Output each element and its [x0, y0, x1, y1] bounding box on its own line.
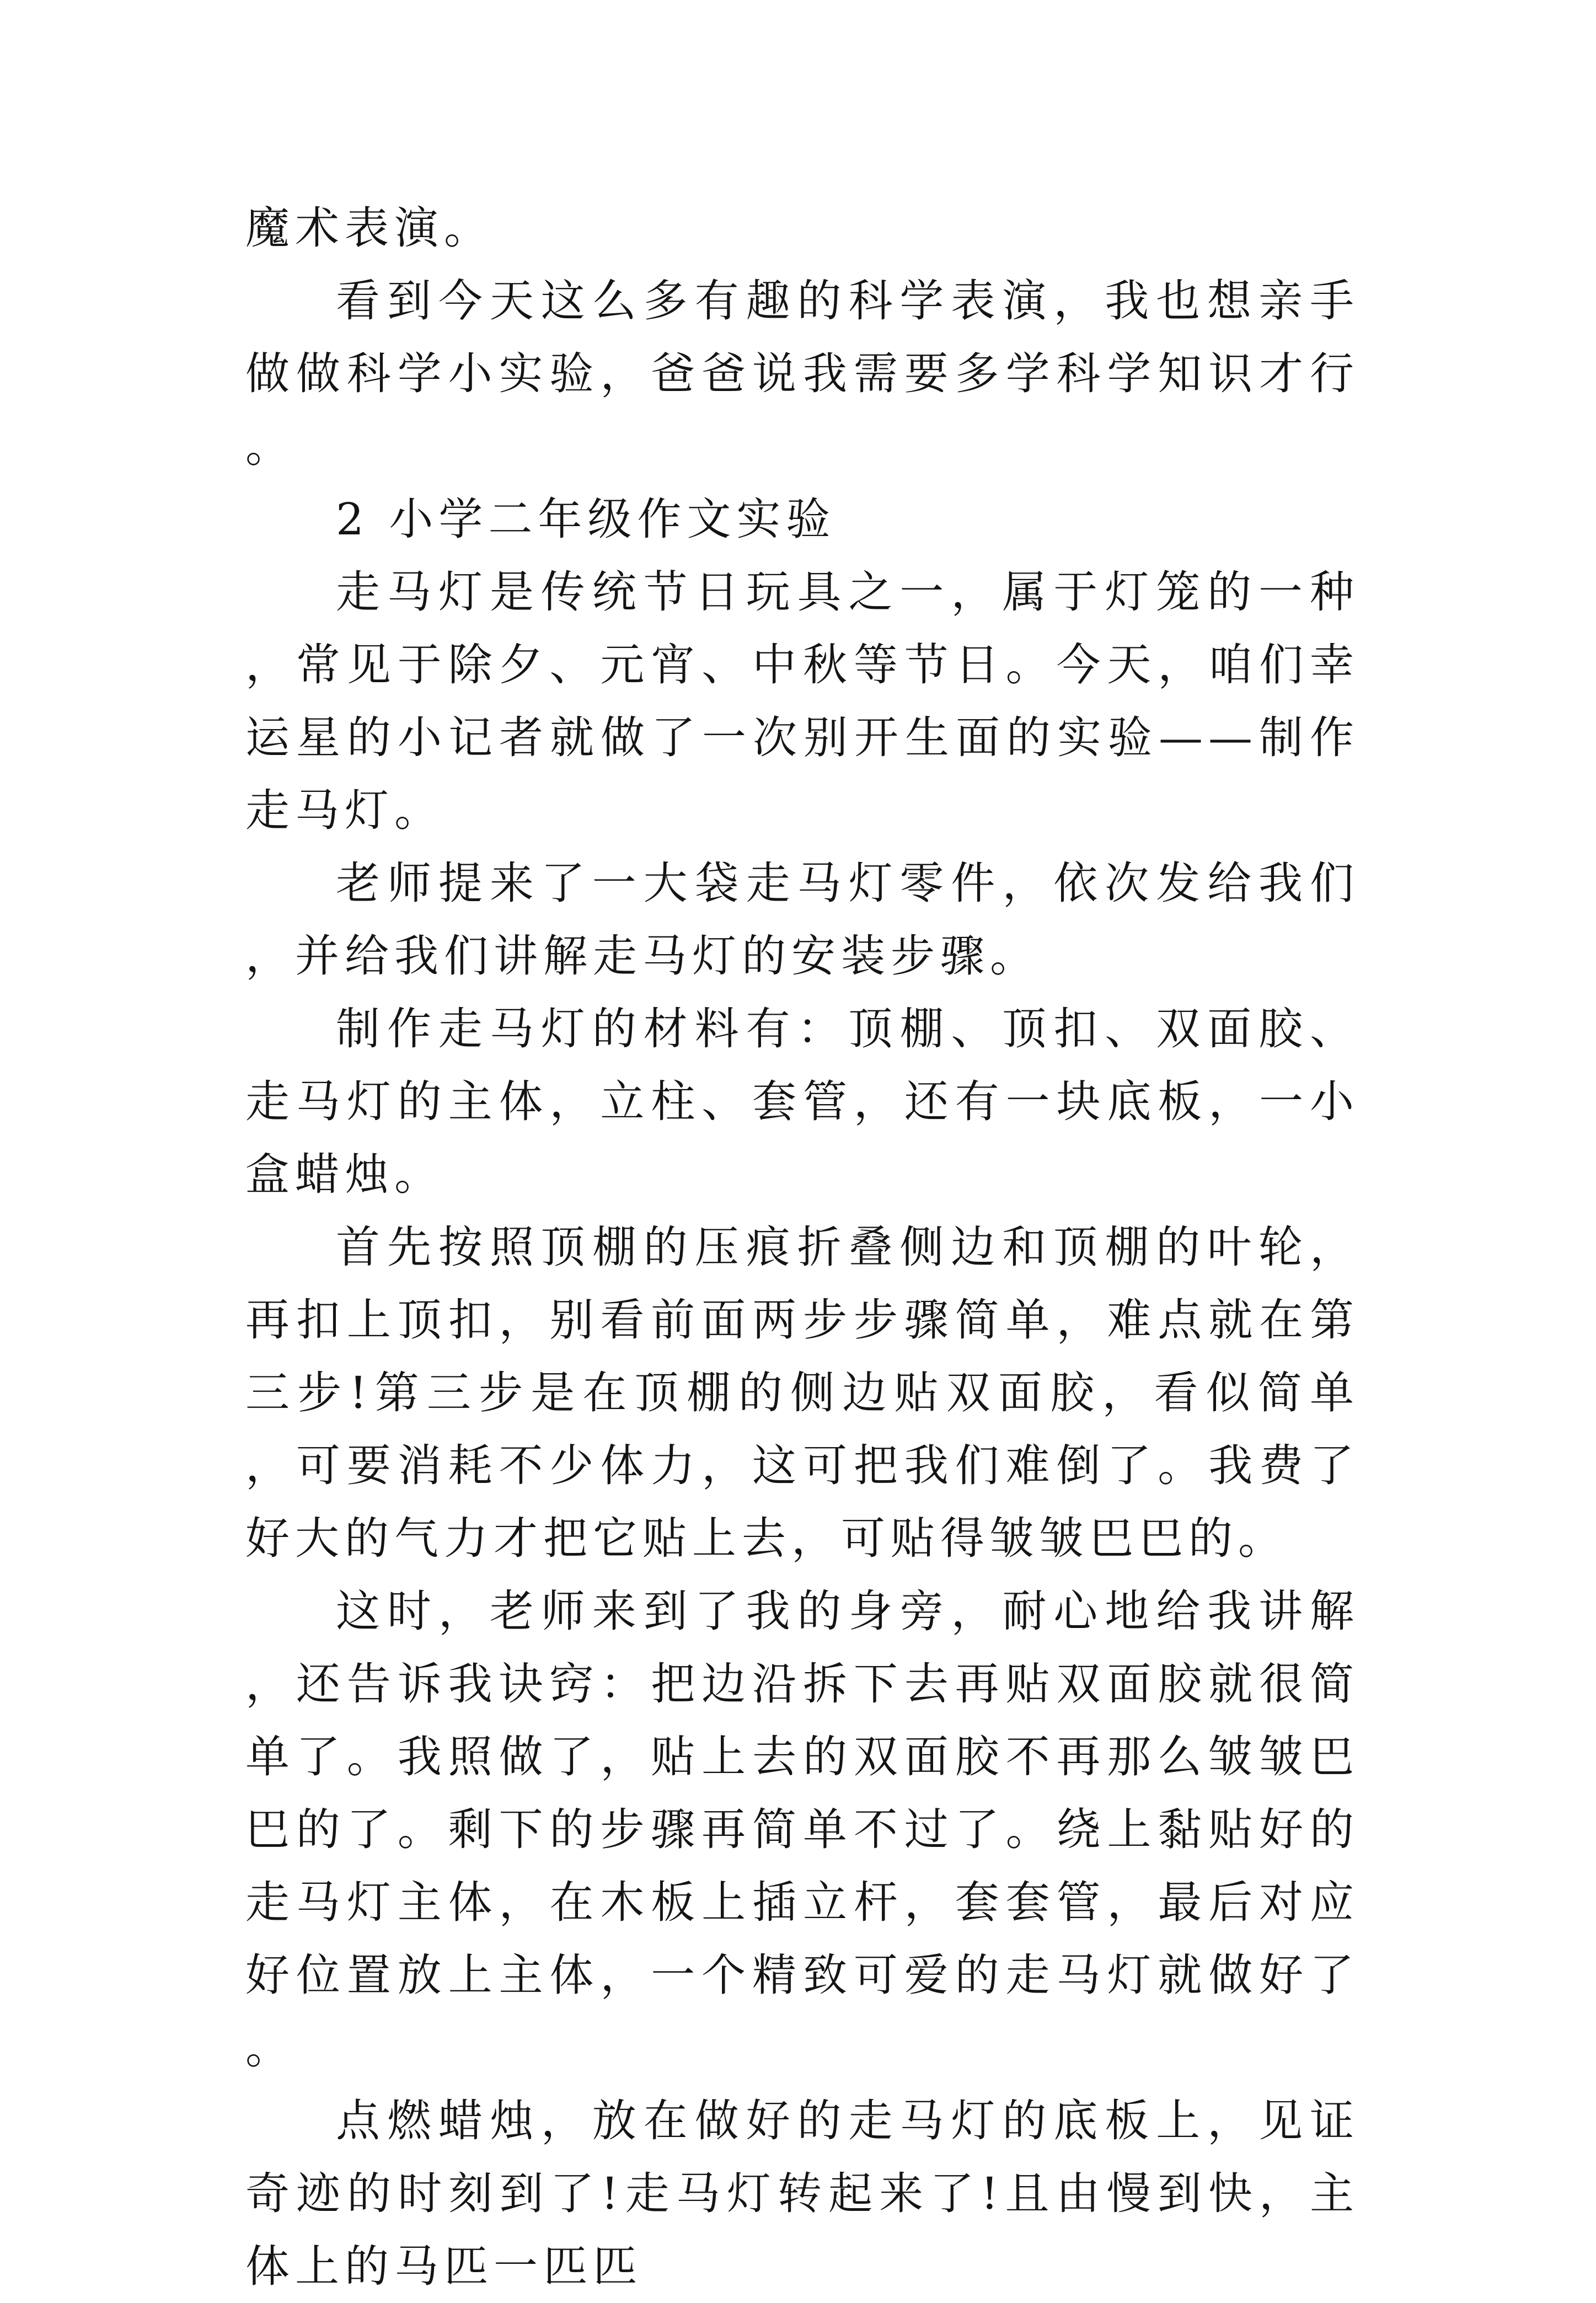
paragraph: 老师提来了一大袋走马灯零件，依次发给我们，并给我们讲解走马灯的安装步骤。 [245, 858, 1359, 982]
paragraph: 魔术表演。 [245, 202, 494, 254]
paragraph: 看到今天这么多有趣的科学表演，我也想亲手做做科学小实验，爸爸说我需要多学科学知识才行。 [245, 275, 1359, 472]
paragraph: 制作走马灯的材料有：顶棚、顶扣、双面胶、走马灯的主体，立柱、套管，还有一块底板，一小盒蜡烛。 [245, 1003, 1359, 1200]
body-text [245, 192, 1359, 2303]
section-heading: 2 小学二年级作文实验 [336, 494, 836, 545]
paragraph: 首先按照顶棚的压痕折叠侧边和顶棚的叶轮，再扣上顶扣，别看前面两步步骤简单，难点就在第三步!第三步是在顶棚的侧边贴双面胶，看似简单，可要消耗不少体力，这可把我们难倒了。我费了好大的气力才把它贴上去，可贴得皱皱巴巴的。 [245, 1222, 1359, 1564]
paragraph: 点燃蜡烛，放在做好的走马灯的底板上，见证奇迹的时刻到了!走马灯转起来了!且由慢到快，主体上的马匹一匹匹 [245, 2095, 1359, 2292]
paragraph: 这时，老师来到了我的身旁，耐心地给我讲解，还告诉我诀窍：把边沿拆下去再贴双面胶就很简单了。我照做了，贴上去的双面胶不再那么皱皱巴巴的了。剩下的步骤再简单不过了。绕上黏贴好的走马灯主体，在木板上插立杆，套套管，最后对应好位置放上主体，一个精致可爱的走马灯就做好了。 [245, 1586, 1359, 2074]
paragraph: 走马灯是传统节日玩具之一，属于灯笼的一种，常见于除夕、元宵、中秋等节日。今天，咱们幸运星的小记者就做了一次别开生面的实验——制作走马灯。 [245, 566, 1359, 836]
